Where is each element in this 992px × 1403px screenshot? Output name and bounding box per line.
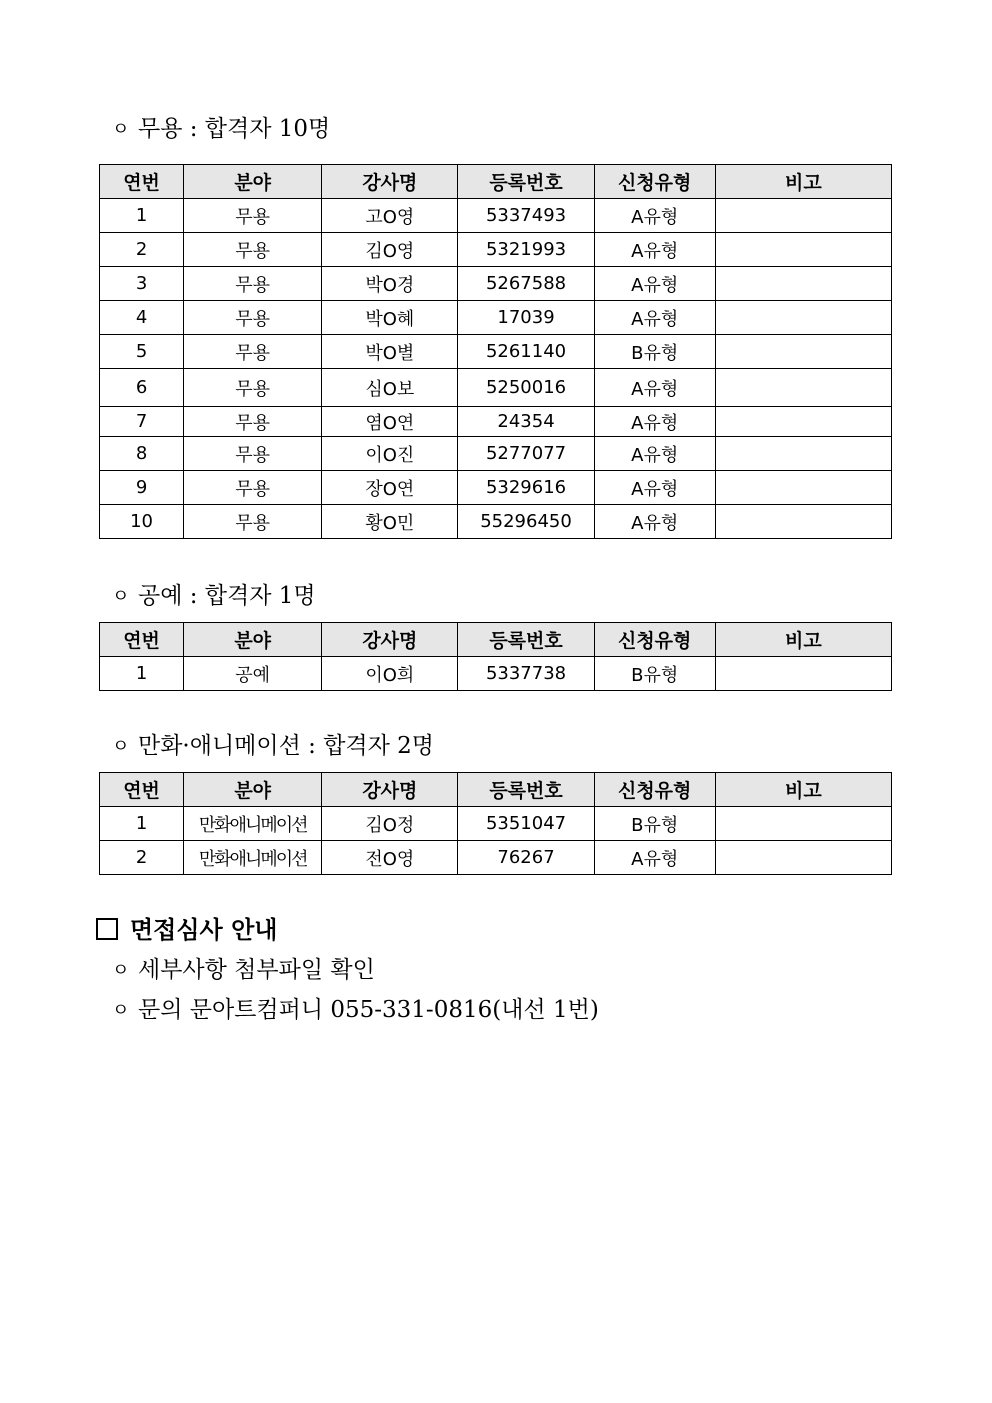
header-type: 신청유형 [594,773,715,807]
cell-note [715,657,891,691]
cell-field: 만화애니메이션 [184,841,322,875]
cell-note [715,267,891,301]
cell-note [715,369,891,407]
cell-reg-no: 5351047 [458,807,594,841]
cell-note [715,807,891,841]
cell-no: 9 [100,471,184,505]
cell-field: 무용 [184,199,322,233]
cell-instructor: 염O연 [322,407,458,437]
cell-instructor: 황O민 [322,505,458,539]
cell-type: A유형 [594,471,715,505]
header-instructor: 강사명 [322,773,458,807]
cell-note [715,301,891,335]
bullet-icon: ㅇ [112,960,130,981]
bullet-icon: ㅇ [112,1000,130,1021]
table-row [100,657,892,691]
cell-reg-no: 5277077 [458,437,594,471]
checkbox-square-icon [96,918,118,940]
animation-table [99,772,892,875]
header-field: 분야 [184,165,322,199]
header-note: 비고 [715,773,891,807]
cell-reg-no: 55296450 [458,505,594,539]
cell-instructor: 김O정 [322,807,458,841]
cell-instructor: 고O영 [322,199,458,233]
cell-note [715,841,891,875]
section-heading-crafts [112,581,316,612]
cell-note [715,437,891,471]
header-type: 신청유형 [594,165,715,199]
header-instructor: 강사명 [322,623,458,657]
table-row [100,335,892,369]
cell-type: A유형 [594,233,715,267]
cell-type: A유형 [594,199,715,233]
cell-instructor: 심O보 [322,369,458,407]
table-row [100,841,892,875]
info-text: 세부사항 첨부파일 확인 [138,957,375,983]
table-row [100,233,892,267]
cell-field: 무용 [184,369,322,407]
table-header-row [100,623,892,657]
cell-no: 4 [100,301,184,335]
table-row [100,407,892,437]
section-title: 무용 : 합격자 10명 [138,116,331,142]
cell-type: B유형 [594,335,715,369]
cell-no: 3 [100,267,184,301]
section-title: 만화·애니메이션 : 합격자 2명 [138,733,435,759]
cell-note [715,505,891,539]
cell-no: 1 [100,199,184,233]
cell-reg-no: 76267 [458,841,594,875]
cell-instructor: 박O경 [322,267,458,301]
crafts-table [99,622,892,691]
info-line-attachment [112,955,375,986]
interview-title: 면접심사 안내 [130,915,278,944]
header-note: 비고 [715,623,891,657]
section-title: 공예 : 합격자 1명 [138,583,316,609]
section-heading-dance [112,114,330,145]
cell-type: A유형 [594,301,715,335]
header-reg-no: 등록번호 [458,165,594,199]
header-note: 비고 [715,165,891,199]
cell-no: 1 [100,657,184,691]
bullet-icon: ㅇ [112,119,130,140]
cell-type: B유형 [594,807,715,841]
cell-instructor: 박O별 [322,335,458,369]
header-field: 분야 [184,773,322,807]
table-row [100,807,892,841]
header-no: 연번 [100,165,184,199]
cell-reg-no: 5337738 [458,657,594,691]
cell-no: 10 [100,505,184,539]
cell-reg-no: 17039 [458,301,594,335]
cell-field: 공예 [184,657,322,691]
cell-field: 무용 [184,335,322,369]
cell-no: 6 [100,369,184,407]
table-row [100,505,892,539]
cell-field: 무용 [184,505,322,539]
cell-note [715,471,891,505]
cell-field: 무용 [184,437,322,471]
header-reg-no: 등록번호 [458,623,594,657]
cell-type: A유형 [594,267,715,301]
cell-reg-no: 5321993 [458,233,594,267]
cell-instructor: 이O희 [322,657,458,691]
table-header-row [100,773,892,807]
table-row [100,301,892,335]
table-row [100,369,892,407]
cell-instructor: 장O연 [322,471,458,505]
cell-note [715,233,891,267]
cell-note [715,407,891,437]
info-line-contact [112,995,599,1026]
cell-instructor: 전O영 [322,841,458,875]
table-row [100,471,892,505]
table-row [100,199,892,233]
header-field: 분야 [184,623,322,657]
cell-field: 무용 [184,233,322,267]
cell-reg-no: 24354 [458,407,594,437]
section-heading-animation [112,731,434,762]
cell-type: A유형 [594,437,715,471]
cell-reg-no: 5250016 [458,369,594,407]
cell-no: 5 [100,335,184,369]
cell-type: A유형 [594,369,715,407]
header-reg-no: 등록번호 [458,773,594,807]
header-type: 신청유형 [594,623,715,657]
cell-type: A유형 [594,505,715,539]
dance-table [99,164,892,539]
table-header-row [100,165,892,199]
info-text: 문의 문아트컴퍼니 055-331-0816(내선 1번) [138,997,599,1023]
cell-type: A유형 [594,841,715,875]
cell-instructor: 김O영 [322,233,458,267]
cell-note [715,335,891,369]
header-instructor: 강사명 [322,165,458,199]
cell-note [715,199,891,233]
cell-reg-no: 5337493 [458,199,594,233]
cell-field: 무용 [184,407,322,437]
header-no: 연번 [100,773,184,807]
cell-type: A유형 [594,407,715,437]
cell-field: 무용 [184,267,322,301]
bullet-icon: ㅇ [112,586,130,607]
cell-no: 2 [100,841,184,875]
cell-reg-no: 5261140 [458,335,594,369]
bullet-icon: ㅇ [112,736,130,757]
cell-field: 만화애니메이션 [184,807,322,841]
cell-instructor: 이O진 [322,437,458,471]
cell-instructor: 박O혜 [322,301,458,335]
cell-no: 8 [100,437,184,471]
cell-field: 무용 [184,471,322,505]
cell-no: 2 [100,233,184,267]
cell-reg-no: 5267588 [458,267,594,301]
cell-type: B유형 [594,657,715,691]
cell-no: 7 [100,407,184,437]
interview-heading [96,914,277,946]
cell-reg-no: 5329616 [458,471,594,505]
cell-field: 무용 [184,301,322,335]
table-row [100,267,892,301]
cell-no: 1 [100,807,184,841]
header-no: 연번 [100,623,184,657]
table-row [100,437,892,471]
